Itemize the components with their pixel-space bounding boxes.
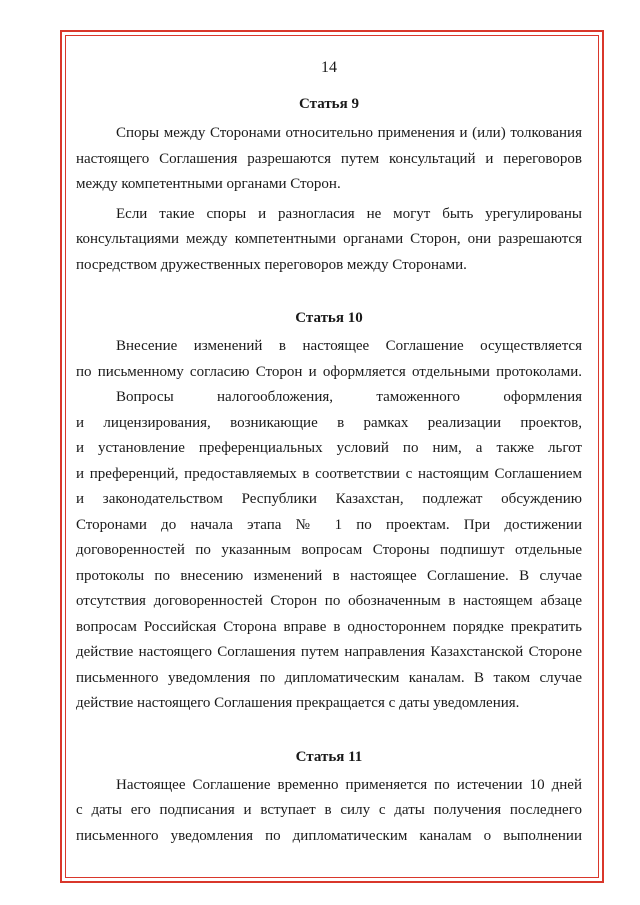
text-line: и законодательством Республики Казахстан, подлежат обсуждению <box>76 491 582 507</box>
article-9-paragraph-1 <box>76 121 582 198</box>
text-line: протоколы по внесению изменений в настоящее Соглашение. В случае <box>76 567 582 584</box>
text-line: письменного уведомления по дипломатическим каналам. В таком случае <box>76 669 582 686</box>
text-line: между компетентными органами Сторон. <box>76 176 341 192</box>
text-line: отсутствия договоренностей Сторон по обозначенным в настоящем абзаце <box>76 593 582 609</box>
text-line: действие настоящего Соглашения путем направления Казахстанской Стороне <box>76 644 582 660</box>
page-number: 14 <box>321 59 337 76</box>
text-line: Внесение изменений в настоящее Соглашение осуществляется <box>116 338 582 354</box>
text-line: действие настоящего Соглашения прекращается с даты уведомления. <box>76 695 520 711</box>
text-line: и лицензирования, возникающие в рамках реализации проектов, <box>76 414 582 431</box>
article-9-heading: Статья 9 <box>299 96 359 112</box>
article-9-paragraph-2 <box>76 202 582 279</box>
text-line: Вопросы налогообложения, таможенного оформления <box>116 389 582 405</box>
document-body <box>76 52 582 849</box>
text-line: по письменному согласию Сторон и оформляется отдельными протоколами. <box>76 363 582 380</box>
text-line: настоящего Соглашения разрешаются путем консультаций и переговоров <box>76 150 582 167</box>
text-line: посредством дружественных переговоров между Сторонами. <box>76 256 467 273</box>
article-11-heading: Статья 11 <box>295 748 363 765</box>
article-11-paragraph-1 <box>76 773 582 850</box>
text-line: вопросам Российская Сторона вправе в одностороннем порядке прекратить <box>76 618 582 635</box>
text-line: Сторонами до начала этапа № 1 по проектам. При достижении <box>76 516 582 533</box>
text-line: и установление преференциальных условий по ним, а также льгот <box>76 440 582 456</box>
article-10-paragraph-1 <box>76 334 582 385</box>
text-line: письменного уведомления по дипломатическим каналам о выполнении <box>76 827 582 844</box>
text-line: Если такие споры и разногласия не могут быть урегулированы <box>116 205 582 222</box>
text-line: и преференций, предоставляемых в соответствии с настоящим Соглашением <box>76 465 582 482</box>
article-10-heading: Статья 10 <box>295 310 363 326</box>
text-line: договоренностей по указанным вопросам Стороны подпишут отдельные <box>76 542 582 558</box>
article-10-paragraph-2 <box>76 385 582 717</box>
text-line: консультациями между компетентными органами Сторон, они разрешаются <box>76 231 582 247</box>
text-line: с даты его подписания и вступает в силу с даты получения последнего <box>76 802 582 818</box>
text-line: Споры между Сторонами относительно применения и (или) толкования <box>116 125 582 141</box>
text-line: Настоящее Соглашение временно применяется по истечении 10 дней <box>116 776 582 793</box>
